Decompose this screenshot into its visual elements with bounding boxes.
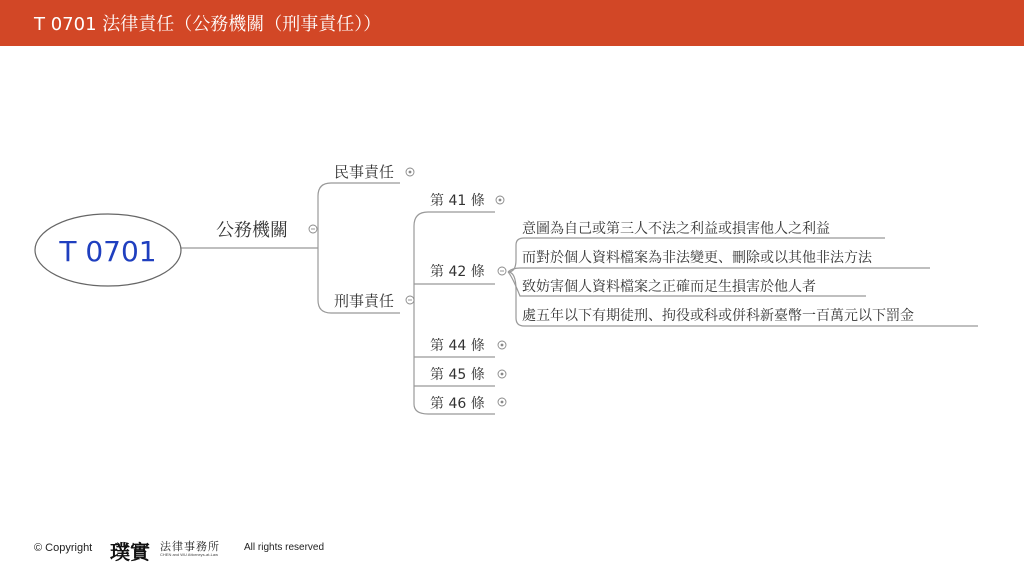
rights-text: All rights reserved — [244, 542, 325, 553]
firm-logo: 璞實 — [110, 540, 150, 564]
minus-circle-icon[interactable] — [309, 225, 317, 233]
node-civil-liability[interactable]: 民事責任 — [334, 163, 395, 181]
article42-item: 處五年以下有期徒刑、拘役或科或併科新臺幣一百萬元以下罰金 — [522, 308, 914, 324]
slide-title: T 0701 法律責任（公務機關（刑事責任）） — [34, 14, 382, 35]
root-label: T 0701 — [59, 235, 157, 268]
node-article-44[interactable]: 第 44 條 — [430, 338, 485, 354]
minus-circle-icon[interactable] — [406, 296, 414, 304]
node-article-41[interactable]: 第 41 條 — [430, 193, 485, 209]
plus-circle-icon[interactable] — [498, 370, 506, 378]
plus-circle-icon[interactable] — [496, 196, 504, 204]
article42-item: 致妨害個人資料檔案之正確而足生損害於他人者 — [522, 279, 816, 295]
plus-circle-icon[interactable] — [498, 398, 506, 406]
firm-name-english: CHEN and WU Attorneys-at-Law — [160, 552, 219, 557]
firm-name: 法律事務所 — [160, 540, 220, 553]
article42-item: 而對於個人資料檔案為非法變更、刪除或以其他非法方法 — [522, 250, 872, 266]
connector-lines — [180, 183, 978, 414]
article42-item: 意圖為自己或第三人不法之利益或損害他人之利益 — [522, 221, 830, 237]
node-article-45[interactable]: 第 45 條 — [430, 367, 485, 383]
node-article-42[interactable]: 第 42 條 — [430, 264, 485, 280]
node-public-agency[interactable]: 公務機關 — [216, 220, 288, 241]
node-article-46[interactable]: 第 46 條 — [430, 396, 485, 412]
plus-circle-icon[interactable] — [406, 168, 414, 176]
node-criminal-liability[interactable]: 刑事責任 — [334, 292, 395, 310]
copyright-text: © Copyright — [34, 542, 93, 554]
plus-circle-icon[interactable] — [498, 341, 506, 349]
minus-circle-icon[interactable] — [498, 267, 506, 275]
